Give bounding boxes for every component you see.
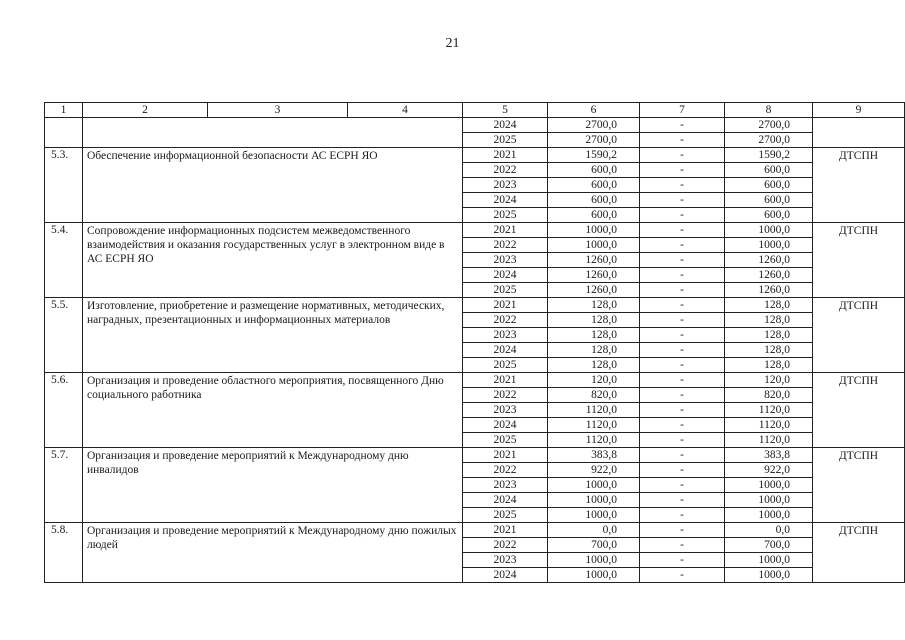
value-col7: - bbox=[640, 223, 725, 238]
value-col8: 1120,0 bbox=[725, 403, 813, 418]
value-col6: 1120,0 bbox=[548, 418, 640, 433]
year-cell: 2022 bbox=[463, 163, 548, 178]
column-header-8: 8 bbox=[725, 103, 813, 118]
year-cell: 2021 bbox=[463, 148, 548, 163]
column-header-5: 5 bbox=[463, 103, 548, 118]
executor: ДТСПН bbox=[813, 523, 905, 583]
value-col8: 1000,0 bbox=[725, 223, 813, 238]
value-col7: - bbox=[640, 568, 725, 583]
value-col6: 600,0 bbox=[548, 178, 640, 193]
year-cell: 2025 bbox=[463, 208, 548, 223]
year-cell: 2024 bbox=[463, 343, 548, 358]
value-col6: 1000,0 bbox=[548, 238, 640, 253]
value-col7: - bbox=[640, 448, 725, 463]
value-col7: - bbox=[640, 118, 725, 133]
value-col6: 1000,0 bbox=[548, 223, 640, 238]
year-cell: 2025 bbox=[463, 283, 548, 298]
value-col8: 600,0 bbox=[725, 178, 813, 193]
value-col8: 1260,0 bbox=[725, 268, 813, 283]
value-col7: - bbox=[640, 193, 725, 208]
value-col6: 1590,2 bbox=[548, 148, 640, 163]
column-header-7: 7 bbox=[640, 103, 725, 118]
value-col6: 128,0 bbox=[548, 343, 640, 358]
item-description: Организация и проведение мероприятий к Международному дню инвалидов bbox=[83, 448, 463, 523]
value-col7: - bbox=[640, 358, 725, 373]
value-col7: - bbox=[640, 508, 725, 523]
value-col7: - bbox=[640, 298, 725, 313]
year-cell: 2025 bbox=[463, 433, 548, 448]
value-col7: - bbox=[640, 283, 725, 298]
year-cell: 2021 bbox=[463, 448, 548, 463]
year-cell: 2022 bbox=[463, 313, 548, 328]
value-col6: 820,0 bbox=[548, 388, 640, 403]
value-col8: 600,0 bbox=[725, 163, 813, 178]
item-description: Организация и проведение областного мероприятия, посвященного Дню социального работника bbox=[83, 373, 463, 448]
value-col8: 600,0 bbox=[725, 208, 813, 223]
column-header-4: 4 bbox=[348, 103, 463, 118]
value-col8: 128,0 bbox=[725, 358, 813, 373]
value-col8: 0,0 bbox=[725, 523, 813, 538]
year-cell: 2022 bbox=[463, 238, 548, 253]
value-col8: 128,0 bbox=[725, 298, 813, 313]
value-col6: 1120,0 bbox=[548, 403, 640, 418]
program-table bbox=[44, 102, 905, 583]
value-col7: - bbox=[640, 538, 725, 553]
value-col8: 1120,0 bbox=[725, 433, 813, 448]
value-col6: 1000,0 bbox=[548, 493, 640, 508]
value-col8: 1000,0 bbox=[725, 478, 813, 493]
value-col7: - bbox=[640, 388, 725, 403]
value-col8: 820,0 bbox=[725, 388, 813, 403]
item-description-cell bbox=[83, 118, 463, 148]
value-col8: 1000,0 bbox=[725, 553, 813, 568]
value-col7: - bbox=[640, 418, 725, 433]
executor: ДТСПН bbox=[813, 298, 905, 373]
executor: ДТСПН bbox=[813, 148, 905, 223]
year-cell: 2024 bbox=[463, 193, 548, 208]
value-col8: 1000,0 bbox=[725, 568, 813, 583]
item-number-cell bbox=[45, 118, 83, 148]
year-cell: 2024 bbox=[463, 568, 548, 583]
value-col7: - bbox=[640, 493, 725, 508]
value-col8: 600,0 bbox=[725, 193, 813, 208]
value-col6: 128,0 bbox=[548, 328, 640, 343]
year-cell: 2023 bbox=[463, 478, 548, 493]
value-col6: 1000,0 bbox=[548, 478, 640, 493]
value-col7: - bbox=[640, 238, 725, 253]
item-description: Сопровождение информационных подсистем межведомственного взаимодействия и оказания государственных услуг в электронном виде в АС ЕСРН ЯО bbox=[83, 223, 463, 298]
value-col8: 120,0 bbox=[725, 373, 813, 388]
item-number: 5.4. bbox=[45, 223, 83, 298]
value-col8: 1260,0 bbox=[725, 283, 813, 298]
year-cell: 2022 bbox=[463, 463, 548, 478]
value-col7: - bbox=[640, 133, 725, 148]
value-col8: 1120,0 bbox=[725, 418, 813, 433]
column-header-3: 3 bbox=[208, 103, 348, 118]
value-col8: 383,8 bbox=[725, 448, 813, 463]
year-cell: 2025 bbox=[463, 133, 548, 148]
value-col6: 600,0 bbox=[548, 193, 640, 208]
value-col6: 1260,0 bbox=[548, 283, 640, 298]
column-header-6: 6 bbox=[548, 103, 640, 118]
year-cell: 2025 bbox=[463, 508, 548, 523]
table-row bbox=[45, 223, 905, 238]
item-description: Организация и проведение мероприятий к Международному дню пожилых людей bbox=[83, 523, 463, 583]
value-col8: 128,0 bbox=[725, 313, 813, 328]
value-col8: 2700,0 bbox=[725, 118, 813, 133]
executor: ДТСПН bbox=[813, 223, 905, 298]
table-row bbox=[45, 448, 905, 463]
header-row bbox=[45, 103, 905, 118]
year-cell: 2023 bbox=[463, 403, 548, 418]
table-row bbox=[45, 118, 905, 133]
value-col7: - bbox=[640, 253, 725, 268]
value-col6: 1260,0 bbox=[548, 253, 640, 268]
value-col8: 128,0 bbox=[725, 343, 813, 358]
executor: ДТСПН bbox=[813, 373, 905, 448]
table-row bbox=[45, 148, 905, 163]
table-row bbox=[45, 373, 905, 388]
item-number: 5.6. bbox=[45, 373, 83, 448]
item-number: 5.3. bbox=[45, 148, 83, 223]
value-col7: - bbox=[640, 463, 725, 478]
year-cell: 2025 bbox=[463, 358, 548, 373]
value-col7: - bbox=[640, 148, 725, 163]
value-col6: 128,0 bbox=[548, 313, 640, 328]
value-col6: 383,8 bbox=[548, 448, 640, 463]
value-col6: 1260,0 bbox=[548, 268, 640, 283]
executor: ДТСПН bbox=[813, 448, 905, 523]
value-col8: 1000,0 bbox=[725, 508, 813, 523]
value-col7: - bbox=[640, 208, 725, 223]
executor-cell bbox=[813, 118, 905, 148]
value-col7: - bbox=[640, 433, 725, 448]
value-col8: 700,0 bbox=[725, 538, 813, 553]
table-row bbox=[45, 298, 905, 313]
page-number: 21 bbox=[445, 36, 460, 51]
value-col6: 1000,0 bbox=[548, 508, 640, 523]
item-description: Обеспечение информационной безопасности АС ЕСРН ЯО bbox=[83, 148, 463, 223]
value-col7: - bbox=[640, 403, 725, 418]
value-col6: 2700,0 bbox=[548, 118, 640, 133]
value-col6: 128,0 bbox=[548, 298, 640, 313]
year-cell: 2023 bbox=[463, 553, 548, 568]
item-description: Изготовление, приобретение и размещение нормативных, методических, наградных, презентационных и информационных материалов bbox=[83, 298, 463, 373]
year-cell: 2021 bbox=[463, 373, 548, 388]
value-col6: 600,0 bbox=[548, 208, 640, 223]
value-col7: - bbox=[640, 553, 725, 568]
item-number: 5.7. bbox=[45, 448, 83, 523]
year-cell: 2021 bbox=[463, 523, 548, 538]
year-cell: 2024 bbox=[463, 118, 548, 133]
value-col6: 2700,0 bbox=[548, 133, 640, 148]
value-col7: - bbox=[640, 163, 725, 178]
value-col7: - bbox=[640, 343, 725, 358]
year-cell: 2021 bbox=[463, 298, 548, 313]
value-col8: 1590,2 bbox=[725, 148, 813, 163]
value-col8: 128,0 bbox=[725, 328, 813, 343]
value-col7: - bbox=[640, 328, 725, 343]
value-col8: 1000,0 bbox=[725, 238, 813, 253]
value-col6: 1120,0 bbox=[548, 433, 640, 448]
value-col7: - bbox=[640, 268, 725, 283]
year-cell: 2022 bbox=[463, 388, 548, 403]
year-cell: 2022 bbox=[463, 538, 548, 553]
value-col6: 922,0 bbox=[548, 463, 640, 478]
year-cell: 2021 bbox=[463, 223, 548, 238]
value-col7: - bbox=[640, 373, 725, 388]
value-col6: 128,0 bbox=[548, 358, 640, 373]
item-number: 5.5. bbox=[45, 298, 83, 373]
item-number: 5.8. bbox=[45, 523, 83, 583]
value-col8: 1260,0 bbox=[725, 253, 813, 268]
year-cell: 2024 bbox=[463, 418, 548, 433]
year-cell: 2023 bbox=[463, 328, 548, 343]
year-cell: 2023 bbox=[463, 253, 548, 268]
table-row bbox=[45, 523, 905, 538]
column-header-9: 9 bbox=[813, 103, 905, 118]
year-cell: 2023 bbox=[463, 178, 548, 193]
column-header-1: 1 bbox=[45, 103, 83, 118]
value-col6: 700,0 bbox=[548, 538, 640, 553]
value-col6: 120,0 bbox=[548, 373, 640, 388]
year-cell: 2024 bbox=[463, 493, 548, 508]
value-col6: 0,0 bbox=[548, 523, 640, 538]
column-header-2: 2 bbox=[83, 103, 208, 118]
year-cell: 2024 bbox=[463, 268, 548, 283]
value-col8: 922,0 bbox=[725, 463, 813, 478]
value-col7: - bbox=[640, 478, 725, 493]
value-col6: 1000,0 bbox=[548, 568, 640, 583]
value-col8: 2700,0 bbox=[725, 133, 813, 148]
value-col6: 1000,0 bbox=[548, 553, 640, 568]
value-col6: 600,0 bbox=[548, 163, 640, 178]
value-col7: - bbox=[640, 178, 725, 193]
value-col7: - bbox=[640, 523, 725, 538]
value-col8: 1000,0 bbox=[725, 493, 813, 508]
value-col7: - bbox=[640, 313, 725, 328]
